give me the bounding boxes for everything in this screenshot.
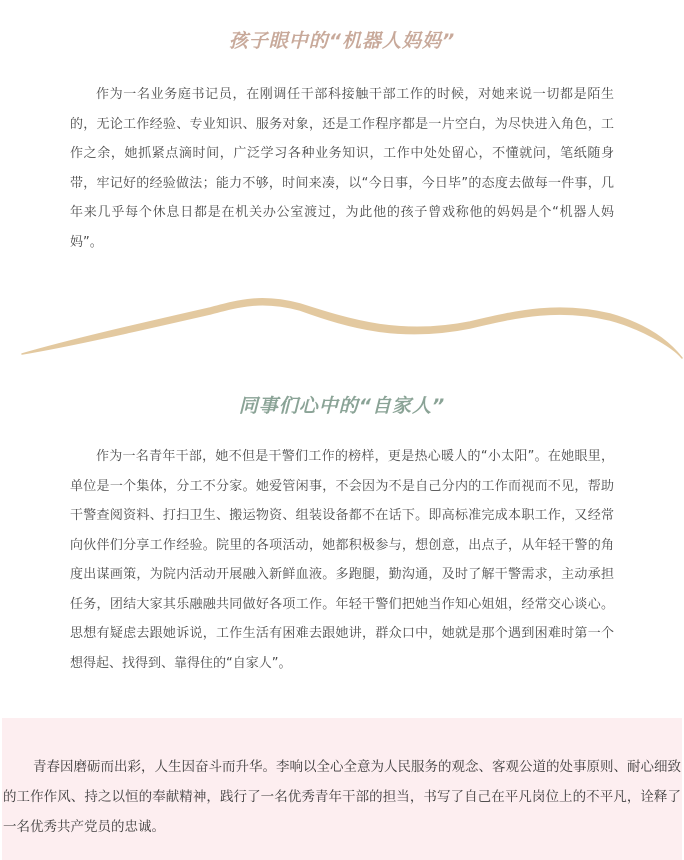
paragraph-family-member: 作为一名青年干部，她不但是干警们工作的榜样，更是热心暖人的“小太阳”。在她眼里，单位是一个集体，分工不分家。她爱管闲事，不会因为不是自己分内的工作而视而不见，帮助干警查阅资料、打扫卫生、搬运物资、组装设备都不在话下。即高标准完成本职工作，又经常向伙伴们分享工作经验。院里的各项活动，她都积极参与，想创意，出点子，从年轻干警的角度出谋画策，为院内活动开展融入新鲜血液。多跑腿，勤沟通，及时了解干警需求，主动承担任务，团结大家其乐融融共同做好各项工作。年轻干警们把她当作知心姐姐，经常交心谈心。思想有疑虑去跟她诉说，工作生活有困难去跟她讲，群众口中，她就是那个遇到困难时第一个想得起、找得到、靠得住的“自家人”。 (70, 449, 614, 671)
section-title-family-member: 同事们心中的“自家人” (238, 395, 446, 417)
wave-divider (0, 288, 684, 368)
paragraph-robot-mom: 作为一名业务庭书记员，在刚调任干部科接触干部工作的时候，对她来说一切都是陌生的，无论工作经验、专业知识、服务对象，还是工作程序都是一片空白，为尽快进入角色，工作之余，她抓紧点滴时间，广泛学习各种业务知识，工作中处处留心，不懂就问，笔纸随身带，牢记好的经验做法；能力不够，时间来凑，以“今日事，今日毕”的态度去做每一件事，几年来几乎每个休息日都是在机关办公室渡过，为此他的孩子曾戏称他的妈妈是个“机器人妈妈”。 (70, 87, 614, 250)
wave-divider-stroke (22, 299, 682, 358)
summary-paragraph: 青春因磨砺而出彩，人生因奋斗而升华。李响以全心全意为人民服务的观念、客观公道的处事原则、耐心细致的工作作风、持之以恒的奉献精神，践行了一名优秀青年干部的担当，书写了自己在平凡岗位上的不平凡，诠释了一名优秀共产党员的忠诚。 (3, 759, 681, 835)
section-title-robot-mom: 孩子眼中的“机器人妈妈” (228, 30, 456, 52)
